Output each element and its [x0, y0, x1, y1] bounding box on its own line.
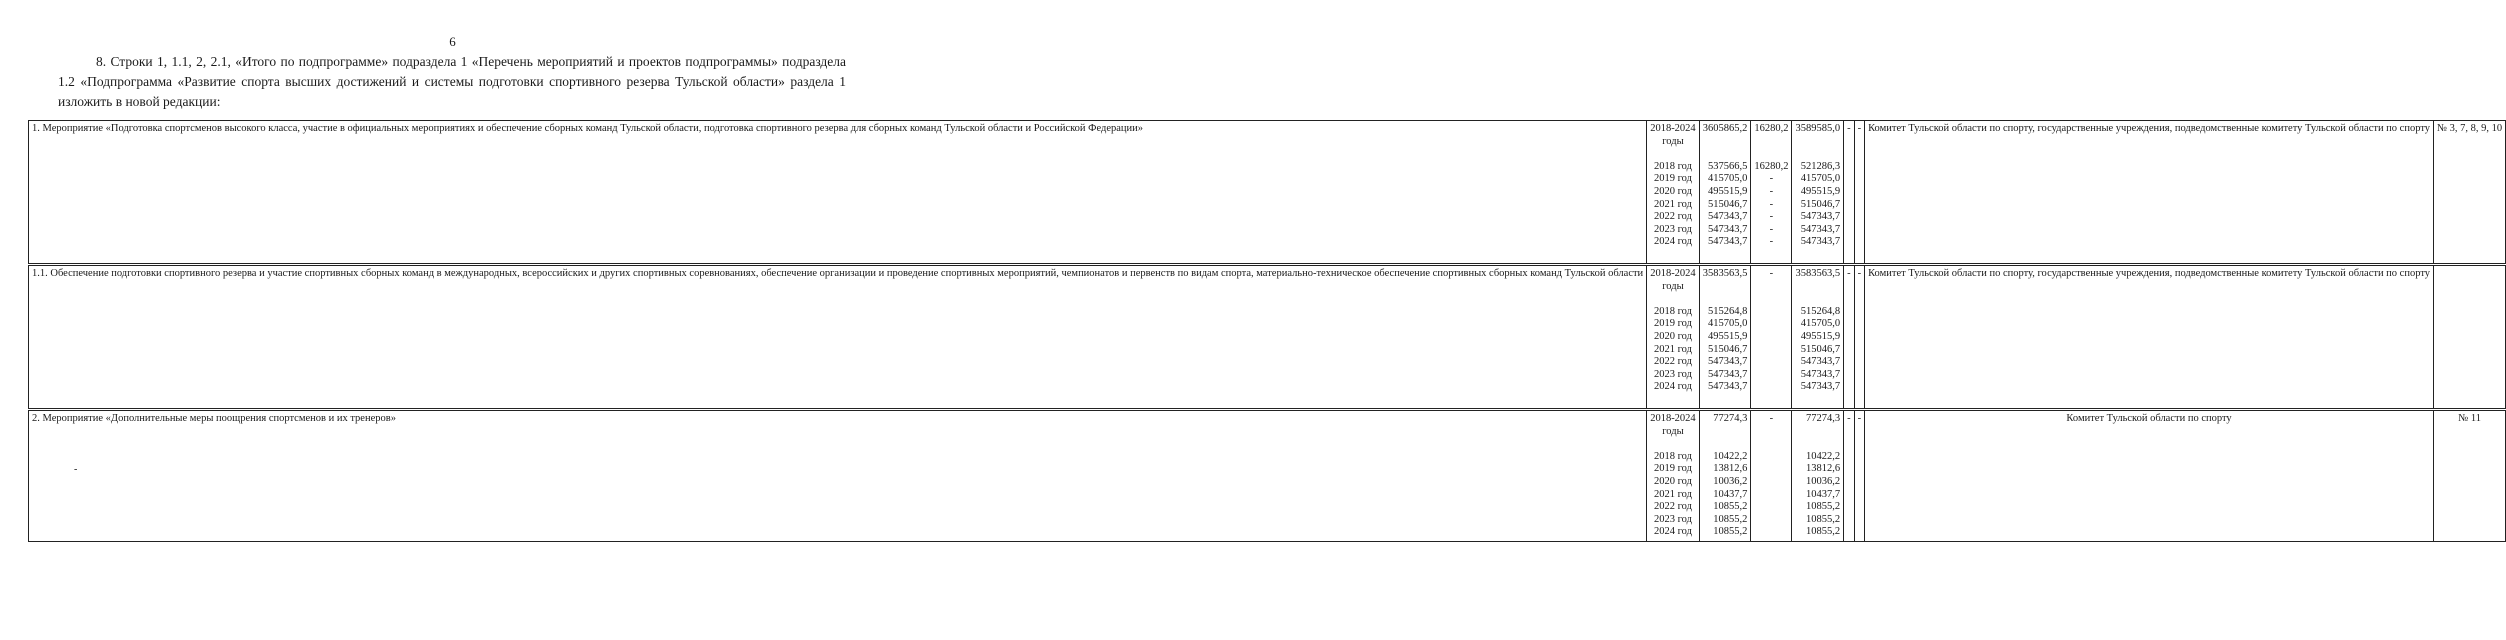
year-label: 2018 год [1653, 450, 1692, 462]
spacer [1795, 426, 1840, 439]
year-total: 547343,7 [1707, 236, 1748, 248]
year-total: 515046,7 [1707, 343, 1748, 355]
year-federal [1754, 318, 1788, 331]
spacer [1703, 148, 1748, 161]
year-federal [1754, 344, 1788, 357]
year-regional: 10855,2 [1805, 501, 1841, 513]
total-value: 3605865,2 [1702, 123, 1748, 134]
year-label: 2020 год [1653, 185, 1692, 197]
year-federal [1754, 369, 1788, 382]
total-cell [1699, 265, 1751, 410]
spacer [1754, 426, 1788, 439]
regional-cell [1792, 121, 1844, 265]
spacer [1703, 426, 1748, 439]
spacer [1754, 438, 1788, 451]
executor: Комитет Тульской области по спорту, государственные учреждения, подведомственные комитету Тульской области по спорту [1868, 268, 2431, 279]
year-label: 2022 год [1653, 211, 1692, 223]
year-federal: - [1769, 185, 1774, 197]
period-total-unit: годы [1662, 425, 1684, 437]
total-value: 77274,3 [1713, 413, 1748, 424]
year-total: 495515,9 [1707, 185, 1748, 197]
executor-cell [1865, 265, 2434, 410]
federal-cell [1751, 121, 1792, 265]
program-table [28, 120, 2506, 542]
year-regional: 547343,7 [1800, 381, 1841, 393]
year-federal: - [1769, 173, 1774, 185]
table-row [29, 410, 2506, 542]
year-federal [1754, 514, 1788, 527]
year-federal [1754, 331, 1788, 344]
col6-cell [1844, 265, 1855, 410]
year-label: 2023 год [1653, 513, 1692, 525]
executor-cell [1865, 410, 2434, 542]
indicators: № 11 [2458, 413, 2481, 424]
spacer [1754, 281, 1788, 294]
year-federal: - [1769, 223, 1774, 235]
period-total-unit: годы [1662, 135, 1684, 147]
total-cell [1699, 410, 1751, 542]
year-regional: 495515,9 [1800, 330, 1841, 342]
year-federal: - [1769, 198, 1774, 210]
year-total: 10422,2 [1713, 450, 1748, 462]
federal-value: 16280,2 [1754, 123, 1789, 134]
year-total: 10437,7 [1713, 488, 1748, 500]
col6-value: - [1847, 123, 1851, 134]
col6-value: - [1847, 268, 1851, 279]
year-federal [1754, 381, 1788, 394]
year-federal: - [1769, 236, 1774, 248]
col7-cell [1854, 121, 1865, 265]
year-regional: 415705,0 [1800, 318, 1841, 330]
year-label: 2022 год [1653, 501, 1692, 513]
spacer [1795, 136, 1840, 149]
spacer [1795, 148, 1840, 161]
year-label: 2021 год [1653, 488, 1692, 500]
year-total: 415705,0 [1707, 318, 1748, 330]
table-row [29, 265, 2506, 410]
col6-value: - [1847, 413, 1851, 424]
year-total: 537566,5 [1707, 160, 1748, 172]
col7-value: - [1857, 413, 1862, 424]
year-total: 415705,0 [1707, 173, 1748, 185]
spacer [1754, 148, 1788, 161]
row-name: 1. Мероприятие «Подготовка спортсменов высокого класса, участие в официальных мероприятиях и обеспечение сборных команд Тульской области, подготовка спортивного резерва для сборных команд Тульской области и Российской Федерации» [32, 123, 1144, 134]
indicators-cell [2434, 121, 2506, 265]
year-regional: 10036,2 [1805, 475, 1841, 487]
period-total: 2018-2024 [1650, 268, 1696, 279]
table-body [29, 121, 2506, 542]
regional-value: 3583563,5 [1795, 268, 1841, 279]
indicators [2437, 268, 2502, 281]
year-label: 2018 год [1653, 160, 1692, 172]
period-cell [1647, 121, 1700, 265]
year-federal [1754, 501, 1788, 514]
executor: Комитет Тульской области по спорту [2066, 413, 2232, 424]
regional-cell [1792, 410, 1844, 542]
year-label: 2020 год [1653, 475, 1692, 487]
year-regional: 547343,7 [1800, 223, 1841, 235]
year-label: 2018 год [1653, 305, 1692, 317]
year-total: 547343,7 [1707, 381, 1748, 393]
year-total: 495515,9 [1707, 330, 1748, 342]
year-regional: 10855,2 [1805, 526, 1841, 538]
year-regional: 10437,7 [1805, 488, 1841, 500]
year-label: 2023 год [1653, 223, 1692, 235]
year-regional: 515046,7 [1800, 198, 1841, 210]
executor: Комитет Тульской области по спорту, государственные учреждения, подведомственные комитету Тульской области по спорту [1868, 123, 2431, 134]
row-name-cell [29, 265, 1647, 410]
col7-cell [1854, 265, 1865, 410]
spacer [1703, 293, 1748, 306]
col7-value: - [1857, 268, 1862, 279]
row-name-cell [29, 121, 1647, 265]
year-total: 547343,7 [1707, 356, 1748, 368]
year-regional: 547343,7 [1800, 368, 1841, 380]
spacer [1754, 136, 1788, 149]
year-regional: 10422,2 [1805, 450, 1841, 462]
spacer [1754, 293, 1788, 306]
regional-value: 3589585,0 [1795, 123, 1841, 134]
year-label: 2024 год [1653, 236, 1692, 248]
federal-cell [1751, 410, 1792, 542]
year-total: 10855,2 [1713, 501, 1748, 513]
year-regional: 515264,8 [1800, 305, 1841, 317]
row-name: 2. Мероприятие «Дополнительные меры поощрения спортсменов и их тренеров» [32, 413, 396, 424]
spacer [1703, 136, 1748, 149]
row-name: 1.1. Обеспечение подготовки спортивного резерва и участие спортивных сборных команд в международных, всероссийских и других спортивных соревнованиях, обеспечение организации и проведение спортивных мероприятий, чемпионатов и первенств по видам спорта, материально-техническое обеспечение спортивных сборных команд Тульской области [32, 268, 1644, 279]
col7-cell [1854, 410, 1865, 542]
year-regional: 495515,9 [1800, 185, 1841, 197]
federal-value: - [1769, 268, 1774, 279]
year-regional: 547343,7 [1800, 356, 1841, 368]
spacer [1703, 281, 1748, 294]
year-total: 547343,7 [1707, 211, 1748, 223]
spacer [1650, 293, 1696, 306]
indicators-cell [2434, 410, 2506, 542]
year-label: 2019 год [1653, 463, 1692, 475]
page-number: 6 [449, 34, 456, 49]
year-total: 13812,6 [1713, 463, 1748, 475]
executor-cell [1865, 121, 2434, 265]
spacer [1795, 293, 1840, 306]
year-federal [1754, 356, 1788, 369]
period-total-unit: годы [1662, 280, 1684, 292]
period-total: 2018-2024 [1650, 413, 1696, 424]
year-federal [1754, 489, 1788, 502]
regional-value: 77274,3 [1805, 413, 1841, 424]
year-regional: 521286,3 [1800, 160, 1841, 172]
row-name-cell [29, 410, 1647, 542]
year-label: 2019 год [1653, 318, 1692, 330]
year-total: 547343,7 [1707, 368, 1748, 380]
year-federal [1754, 476, 1788, 489]
total-cell [1699, 121, 1751, 265]
spacer [1795, 281, 1840, 294]
year-label: 2024 год [1653, 526, 1692, 538]
year-federal: - [1769, 211, 1774, 223]
indicators-cell [2434, 265, 2506, 410]
year-label: 2021 год [1653, 198, 1692, 210]
year-total: 515046,7 [1707, 198, 1748, 210]
federal-value: - [1769, 413, 1774, 424]
year-total: 547343,7 [1707, 223, 1748, 235]
intro-paragraph: 8. Строки 1, 1.1, 2, 2.1, «Итого по подпрограмме» подраздела 1 «Перечень мероприятий и проектов подпрограммы» подраздела 1.2 «Подпрограмма «Развитие спорта высших достижений и системы подготовки спортивного резерва Тульской области» раздела 1 изложить в новой редакции: [58, 54, 846, 109]
col6-cell [1844, 410, 1855, 542]
spacer [1703, 438, 1748, 451]
year-federal [1754, 526, 1788, 539]
year-total: 10036,2 [1713, 475, 1748, 487]
total-value: 3583563,5 [1702, 268, 1748, 279]
year-regional: 415705,0 [1800, 173, 1841, 185]
spacer [1650, 438, 1696, 451]
col7-value: - [1857, 123, 1862, 134]
regional-cell [1792, 265, 1844, 410]
year-label: 2019 год [1653, 173, 1692, 185]
period-total: 2018-2024 [1650, 123, 1696, 134]
year-regional: 515046,7 [1800, 343, 1841, 355]
year-regional: 13812,6 [1805, 463, 1841, 475]
year-total: 10855,2 [1713, 526, 1748, 538]
year-regional: 10855,2 [1805, 513, 1841, 525]
year-federal: 16280,2 [1754, 160, 1789, 172]
indicators: № 3, 7, 8, 9, 10 [2437, 123, 2503, 134]
year-federal [1754, 451, 1788, 464]
spacer [1795, 438, 1840, 451]
year-total: 515264,8 [1707, 305, 1748, 317]
year-label: 2023 год [1653, 368, 1692, 380]
year-label: 2020 год [1653, 330, 1692, 342]
period-cell [1647, 410, 1700, 542]
year-regional: 547343,7 [1800, 211, 1841, 223]
year-label: 2022 год [1653, 356, 1692, 368]
year-federal [1754, 306, 1788, 319]
year-federal [1754, 463, 1788, 476]
period-cell [1647, 265, 1700, 410]
spacer [1650, 148, 1696, 161]
stray-mark: - [74, 464, 78, 475]
table-row [29, 121, 2506, 265]
year-total: 10855,2 [1713, 513, 1748, 525]
year-label: 2024 год [1653, 381, 1692, 393]
year-regional: 547343,7 [1800, 236, 1841, 248]
federal-cell [1751, 265, 1792, 410]
col6-cell [1844, 121, 1855, 265]
year-label: 2021 год [1653, 343, 1692, 355]
